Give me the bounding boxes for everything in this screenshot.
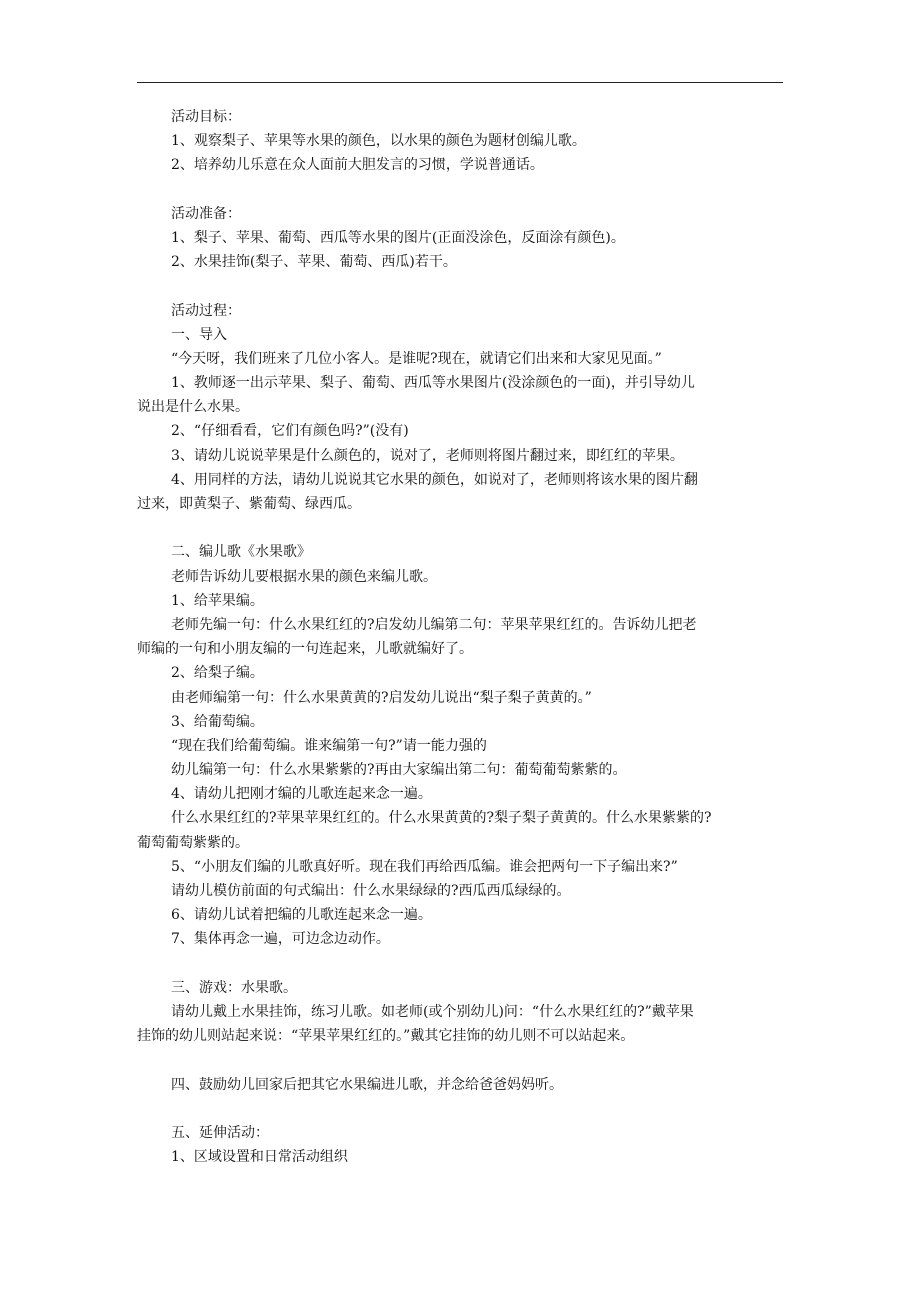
text-line: 7、集体再念一遍，可边念边动作。 [171,931,390,948]
section-heading-preparation: 活动准备： [171,205,241,222]
blank-line [137,178,787,202]
text-line: 1、教师逐一出示苹果、梨子、葡萄、西瓜等水果图片(没涂颜色的一面)，并引导幼儿 [171,375,695,392]
subsection-heading: 四、鼓励幼儿回家后把其它水果编进儿歌，并念给爸爸妈妈听。 [171,1076,563,1093]
text-line: “现在我们给葡萄编。谁来编第一句?”请一能力强的 [171,737,487,754]
text-line: 2、“仔细看看，它们有颜色吗?”(没有) [171,423,409,440]
header-rule [137,82,783,83]
blank-line [137,952,787,976]
text-line: 3、请幼儿说说苹果是什么颜色的，说对了，老师则将图片翻过来，即红红的苹果。 [171,447,684,464]
text-line-continued: 葡萄葡萄紫紫的。 [137,834,249,851]
text-line-continued: 师编的一句和小朋友编的一句连起来，儿歌就编好了。 [137,641,473,658]
text-line: 4、请幼儿把刚才编的儿歌连起来念一遍。 [171,786,432,803]
subsection-heading: 三、游戏：水果歌。 [171,979,297,996]
text-line: 3、给葡萄编。 [171,713,264,730]
text-line: 老师先编一句：什么水果红红的?启发幼儿编第二句：苹果苹果红红的。告诉幼儿把老 [171,616,697,633]
text-line: “今天呀，我们班来了几位小客人。是谁呢?现在，就请它们出来和大家见见面。” [171,350,662,367]
document-body [137,105,787,1169]
section-heading-goals: 活动目标： [171,109,241,125]
text-line: 4、用同样的方法，请幼儿说说其它水果的颜色，如说对了，老师则将该水果的图片翻 [171,471,698,488]
text-line: 2、给梨子编。 [171,665,264,682]
text-line: 1、给苹果编。 [171,592,264,609]
blank-line [137,1097,787,1121]
subsection-heading: 一、导入 [171,326,227,343]
text-line: 请幼儿模仿前面的句式编出：什么水果绿绿的?西瓜西瓜绿绿的。 [171,883,571,899]
text-line: 5、“小朋友们编的儿歌真好听。现在我们再给西瓜编。谁会把两句一下子编出来?” [171,858,678,875]
text-line-continued: 挂饰的幼儿则站起来说：“苹果苹果红红的。”戴其它挂饰的幼儿则不可以站起来。 [137,1028,635,1045]
section-heading-process: 活动过程： [171,302,241,319]
blank-line [137,516,787,540]
blank-line [137,274,787,298]
text-line: 老师告诉幼儿要根据水果的颜色来编儿歌。 [171,568,437,585]
text-line: 6、请幼儿试着把编的儿歌连起来念一遍。 [171,907,432,924]
text-line: 请幼儿戴上水果挂饰，练习儿歌。如老师(或个别幼儿)问：“什么水果红红的?”戴苹果 [171,1003,694,1020]
text-line: 1、观察梨子、苹果等水果的颜色，以水果的颜色为题材创编儿歌。 [171,133,586,150]
text-line: 幼儿编第一句：什么水果紫紫的?再由大家编出第二句：葡萄葡萄紫紫的。 [171,762,627,779]
subsection-heading: 五、延伸活动： [171,1124,269,1141]
text-line: 什么水果红红的?苹果苹果红红的。什么水果黄黄的?梨子梨子黄黄的。什么水果紫紫的? [171,810,712,827]
text-line-continued: 说出是什么水果。 [137,399,249,416]
text-line: 2、培养幼儿乐意在众人面前大胆发言的习惯，学说普通话。 [171,157,544,174]
text-line: 1、梨子、苹果、葡萄、西瓜等水果的图片(正面没涂色，反面涂有颜色)。 [171,229,625,246]
text-line: 由老师编第一句：什么水果黄黄的?启发幼儿说出“梨子梨子黄黄的。” [171,689,592,706]
text-line-continued: 过来，即黄梨子、紫葡萄、绿西瓜。 [137,496,361,512]
text-line: 2、水果挂饰(梨子、苹果、葡萄、西瓜)若干。 [171,254,457,271]
blank-line [137,1048,787,1072]
text-line: 1、区域设置和日常活动组织 [171,1149,348,1166]
subsection-heading: 二、编儿歌《水果歌》 [171,544,311,561]
